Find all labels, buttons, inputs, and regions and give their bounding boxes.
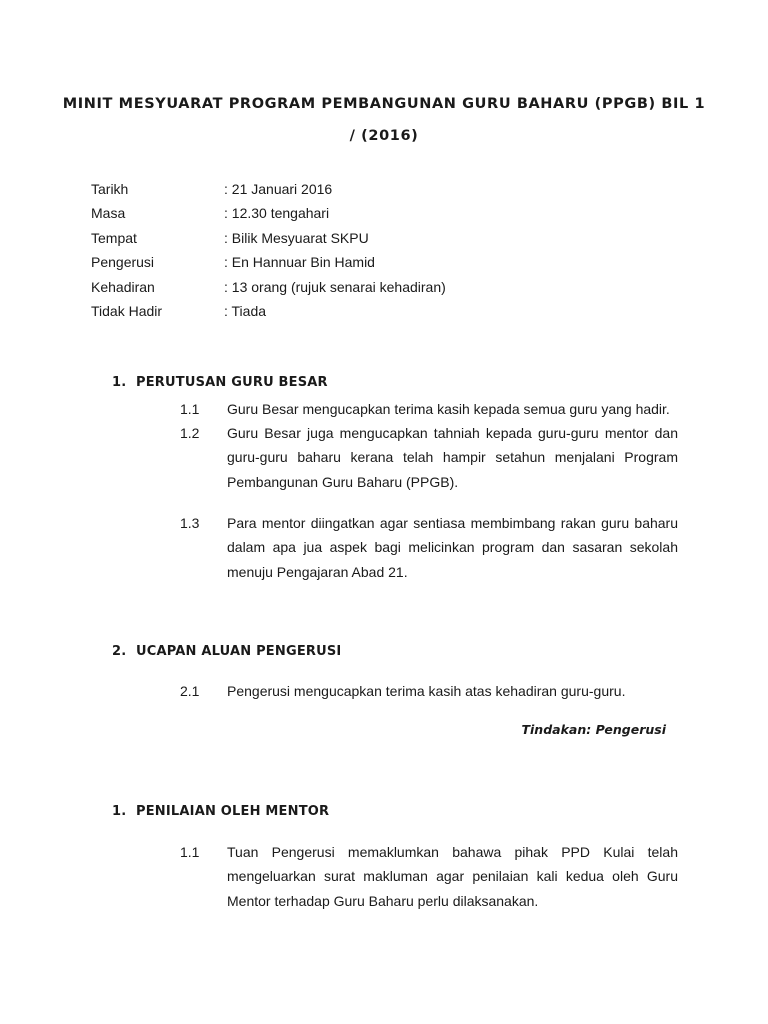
info-value: : Tiada	[224, 302, 267, 319]
meeting-info	[91, 177, 691, 323]
info-value: : En Hannuar Bin Hamid	[224, 254, 375, 271]
section-number: 1.	[112, 375, 127, 390]
minute-item	[180, 511, 678, 584]
item-text: Guru Besar mengucapkan terima kasih kepada semua guru yang hadir.	[227, 401, 670, 417]
info-value: : 13 orang (rujuk senarai kehadiran)	[224, 278, 446, 295]
info-label: Tarikh	[91, 181, 129, 197]
info-label: Tidak Hadir	[91, 302, 163, 319]
minute-item	[180, 421, 678, 494]
info-label: Masa	[91, 205, 126, 222]
item-number: 1.1	[180, 844, 200, 860]
item-text: Para mentor diingatkan agar sentiasa membimbang rakan guru baharu dalam apa jua aspek bagi melicinkan program dan sasaran sekolah menuju Pengajaran Abad 21.	[227, 515, 678, 580]
info-row-absent	[91, 299, 691, 323]
section-heading-ucapan	[112, 644, 341, 659]
info-row-attendance	[91, 275, 691, 299]
info-row-chairman	[91, 250, 691, 274]
section-heading-perutusan	[112, 375, 328, 390]
minute-item	[180, 840, 678, 913]
section-number: 2.	[112, 644, 127, 659]
item-text: Guru Besar juga mengucapkan tahniah kepada guru-guru mentor dan guru-guru baharu kerana telah hampir setahun menjalani Program Pembangunan Guru Baharu (PPGB).	[227, 425, 678, 490]
minute-item	[180, 679, 678, 703]
info-value: : 21 Januari 2016	[224, 181, 333, 197]
item-number: 1.2	[180, 425, 200, 441]
item-text: Pengerusi mengucapkan terima kasih atas kehadiran guru-guru.	[227, 683, 626, 699]
section-number: 1.	[112, 804, 127, 819]
info-row-time	[91, 201, 691, 225]
document-title: MINIT MESYUARAT PROGRAM PEMBANGUNAN GURU BAHARU (PPGB) BIL 1 / (2016)	[62, 96, 706, 144]
item-number: 1.1	[180, 401, 200, 417]
action-note: Tindakan: Pengerusi	[521, 722, 666, 737]
item-number: 1.3	[180, 515, 200, 531]
info-label: Pengerusi	[91, 254, 155, 271]
info-value: : 12.30 tengahari	[224, 205, 330, 222]
info-label: Tempat	[91, 229, 137, 246]
info-label: Kehadiran	[91, 278, 155, 295]
minute-item	[180, 397, 678, 421]
section-title: PERUTUSAN GURU BESAR	[136, 375, 328, 390]
item-number: 2.1	[180, 683, 200, 699]
info-row-date	[91, 177, 691, 201]
info-row-venue	[91, 226, 691, 250]
section-heading-penilaian	[112, 804, 329, 819]
item-text: Tuan Pengerusi memaklumkan bahawa pihak PPD Kulai telah mengeluarkan surat makluman agar penilaian kali kedua oleh Guru Mentor terhadap Guru Baharu perlu dilaksanakan.	[227, 844, 678, 909]
section-title: PENILAIAN OLEH MENTOR	[136, 804, 330, 819]
info-value: : Bilik Mesyuarat SKPU	[224, 229, 369, 246]
section-title: UCAPAN ALUAN PENGERUSI	[136, 644, 342, 659]
